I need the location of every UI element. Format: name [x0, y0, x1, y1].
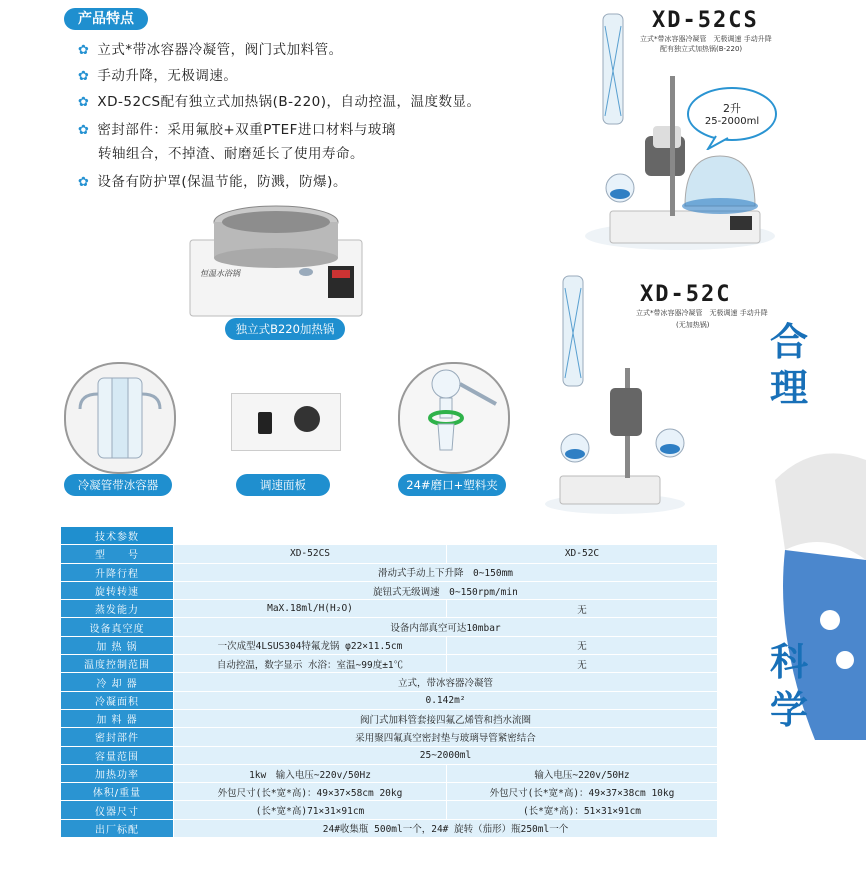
spec-row-label: 型 号 — [61, 545, 174, 563]
spec-row-label: 体积/重量 — [61, 783, 174, 801]
xd52c-title: XD-52C — [640, 282, 732, 307]
spec-row-label: 设备真空度 — [61, 618, 174, 636]
spec-row-value: 设备内部真空可达10mbar — [174, 618, 718, 636]
gear-bullet-icon: ✿ — [78, 175, 90, 190]
heater-photo — [188, 200, 368, 318]
spec-row-label: 加 热 锅 — [61, 636, 174, 654]
condenser-photo — [64, 362, 176, 474]
spec-row-value: 立式，带冰容器冷凝管 — [174, 673, 718, 691]
spec-row — [61, 545, 718, 563]
clamp-label: 24#磨口+塑料夹 — [398, 474, 506, 496]
spec-row — [61, 801, 718, 819]
spec-row — [61, 819, 718, 837]
spec-row — [61, 581, 718, 599]
gear-bullet-icon: ✿ — [78, 95, 90, 110]
xd52cs-subtitle-2: 配有独立式加热锅(B-220) — [660, 45, 743, 53]
side-char-1: 合 — [770, 320, 809, 364]
xd52cs-subtitle-1: 立式*带冰容器冷凝管 无极调速 手动升降 — [640, 35, 772, 43]
power-switch-icon — [258, 412, 272, 434]
speed-knob-icon — [294, 406, 320, 432]
features-header: 产品特点 — [64, 8, 148, 30]
spec-row-label: 仪器尺寸 — [61, 801, 174, 819]
spec-row-value-c: 输入电压~220v/50Hz — [447, 764, 718, 782]
spec-row — [61, 709, 718, 727]
gear-bullet-icon: ✿ — [78, 43, 90, 58]
spec-row — [61, 618, 718, 636]
spec-table — [60, 526, 718, 838]
feature-item-4: ✿ 密封部件：采用氟胶+双重PTEF进口材料与玻璃 — [78, 122, 396, 138]
spec-row-value-c: 无 — [447, 636, 718, 654]
side-char-2: 理 — [770, 366, 809, 410]
bubble-line-2: 25-2000ml — [704, 116, 760, 127]
spec-row-label: 温度控制范围 — [61, 655, 174, 673]
xd52c-subtitle-2: (无加热锅) — [676, 321, 710, 329]
spec-row-value-c: XD-52C — [447, 545, 718, 563]
spec-row-value: 旋钮式无级调速 0~150rpm/min — [174, 581, 718, 599]
spec-row — [61, 563, 718, 581]
spec-row-value-c: 无 — [447, 600, 718, 618]
xd52cs-title: XD-52CS — [652, 8, 759, 33]
spec-row-label: 升降行程 — [61, 563, 174, 581]
spec-row-value: 滑动式手动上下升降 0~150mm — [174, 563, 718, 581]
gear-bullet-icon: ✿ — [78, 123, 90, 138]
spec-row-label: 蒸发能力 — [61, 600, 174, 618]
spec-row — [61, 764, 718, 782]
spec-row — [61, 600, 718, 618]
condenser-label: 冷凝管带冰容器 — [64, 474, 172, 496]
spec-row — [61, 728, 718, 746]
spec-row-label: 冷凝面积 — [61, 691, 174, 709]
spec-row-label: 加热功率 — [61, 764, 174, 782]
spec-row-value-c: (长*宽*高)：51×31×91cm — [447, 801, 718, 819]
spec-row — [61, 783, 718, 801]
panel-label: 调速面板 — [236, 474, 330, 496]
spec-row-value: 采用聚四氟真空密封垫与玻璃导管紧密结合 — [174, 728, 718, 746]
spec-row — [61, 691, 718, 709]
spec-row-value: 阀门式加料管套接四氟乙烯管和挡水流圈 — [174, 709, 718, 727]
spec-row-label: 旋转转速 — [61, 581, 174, 599]
spec-row-value-cs: 一次成型4LSUS304特氟龙锅 φ22×11.5cm — [174, 636, 447, 654]
spec-table-title: 技术参数 — [61, 527, 174, 545]
speed-panel-photo — [231, 393, 341, 451]
spec-row-value-cs: (长*宽*高)71×31×91cm — [174, 801, 447, 819]
feature-item-2: ✿ 手动升降，无极调速。 — [78, 68, 238, 84]
spec-row — [61, 636, 718, 654]
spec-row-value: 0.142m² — [174, 691, 718, 709]
xd52c-subtitle-1: 立式*带冰容器冷凝管 无极调速 手动升降 — [636, 309, 768, 317]
spec-row-label: 冷 却 器 — [61, 673, 174, 691]
side-char-3: 科 — [770, 640, 809, 684]
xd52c-photo — [545, 268, 695, 518]
spec-row — [61, 746, 718, 764]
side-char-4: 学 — [770, 688, 809, 732]
feature-item-4-cont: 转轴组合，不掉渣、耐磨延长了使用寿命。 — [98, 146, 364, 162]
spec-row-value-c: 无 — [447, 655, 718, 673]
bubble-line-1: 2升 — [723, 102, 741, 115]
spec-row — [61, 655, 718, 673]
heater-panel-text: 恒温水浴锅 — [200, 269, 240, 278]
feature-item-1: ✿ 立式*带冰容器冷凝管，阀门式加料管。 — [78, 42, 343, 58]
spec-row-value-cs: MaX.18ml/H(H₂O) — [174, 600, 447, 618]
spec-row — [61, 673, 718, 691]
spec-row-value: 24#收集瓶 500ml一个，24# 旋转（茄形）瓶250ml一个 — [174, 819, 718, 837]
feature-item-5: ✿ 设备有防护罩(保温节能，防溅，防爆)。 — [78, 174, 347, 190]
spec-row-value-cs: 外包尺寸(长*宽*高)：49×37×58cm 20kg — [174, 783, 447, 801]
spec-row-label: 容量范围 — [61, 746, 174, 764]
clamp-photo — [398, 362, 510, 474]
spec-row-value: 25~2000ml — [174, 746, 718, 764]
spec-row-value-cs: XD-52CS — [174, 545, 447, 563]
heater-label: 独立式B220加热锅 — [225, 318, 345, 340]
gear-bullet-icon: ✿ — [78, 69, 90, 84]
spec-row-label: 出厂标配 — [61, 819, 174, 837]
spec-row-value-c: 外包尺寸(长*宽*高)：49×37×38cm 10kg — [447, 783, 718, 801]
spec-row-label: 加 料 器 — [61, 709, 174, 727]
feature-item-3: ✿ XD-52CS配有独立式加热锅(B-220)，自动控温，温度数显。 — [78, 94, 481, 110]
spec-row-value-cs: 自动控温，数字显示 水浴：室温~99度±1℃ — [174, 655, 447, 673]
spec-row-label: 密封部件 — [61, 728, 174, 746]
spec-row-value-cs: 1kw 输入电压~220v/50Hz — [174, 764, 447, 782]
